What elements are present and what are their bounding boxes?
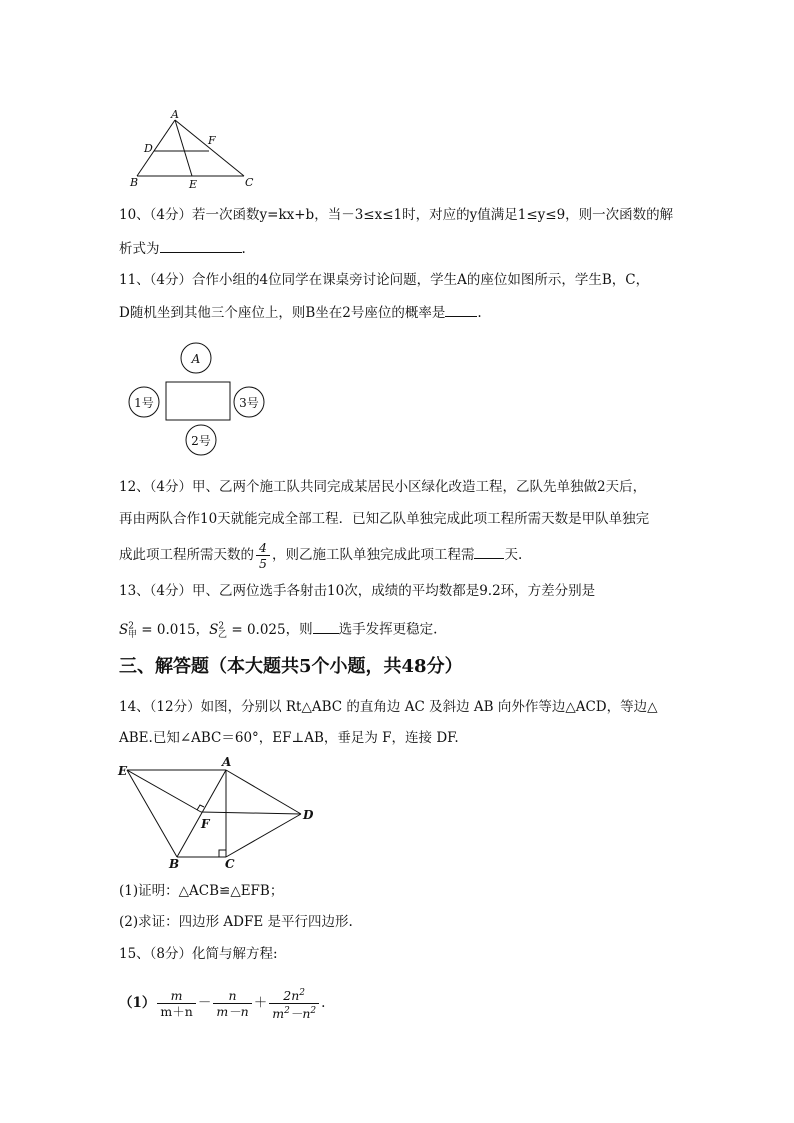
q13-line2: $S^2_甲 = 0.015$，$S^2_乙 = 0.025$，则 选手发挥更稳定. [119, 616, 437, 645]
fraction-2n2-over-m2-minus-n2 [269, 986, 319, 1021]
f1-numerator: m [157, 988, 195, 1004]
q14-part1: (1)证明：△ACB≌△EFB； [119, 883, 284, 899]
variance-a-sub: 甲 [127, 630, 137, 641]
segment-ab [177, 770, 226, 857]
label-a: A [171, 108, 179, 121]
right-angle-mark-f [197, 805, 204, 810]
q10-answer-blank [160, 238, 242, 253]
fraction-denominator: 5 [259, 556, 267, 571]
segment-ac [175, 120, 244, 176]
f3-denominator: $m^2-n^2$ [272, 1006, 317, 1022]
section-three-heading: 三、解答题（本大题共5个小题，共48分） [119, 656, 463, 677]
variance-a-value: = 0.015 [141, 621, 196, 638]
label-e: E [189, 178, 198, 191]
operator-plus: ＋ [253, 995, 268, 1012]
f2-denominator: m－n [216, 1004, 249, 1020]
f3-numerator: $2n^2$ [269, 986, 319, 1004]
seat-label-left: 1号 [134, 396, 154, 410]
q11-line2 [119, 302, 482, 323]
label-d: D [144, 142, 153, 155]
q11-line1: 11、（4分）合作小组的4位同学在课桌旁讨论问题，学生A的座位如图所示，学生B，C， [119, 272, 650, 288]
q11-line2-prefix: D随机坐到其他三个座位上，则B坐在2号座位的概率是 [119, 305, 446, 321]
q14-line1: 14、（12分）如图，分别以 Rt△ABC 的直角边 AC 及斜边 AB 向外作等边△ACD，等边△ [119, 699, 658, 715]
q14-line2: ABE.已知∠ABC＝60°，EF⊥AB，垂足为 F，连接 DF. [119, 730, 459, 746]
q15-item-label: （1） [119, 995, 156, 1012]
desk-rect [166, 382, 230, 420]
variance-b-sub: 乙 [218, 630, 228, 641]
segment-eb [127, 770, 177, 857]
q13-line1: 13、（4分）甲、乙两位选手各射击10次，成绩的平均数都是9.2环，方差分别是 [119, 583, 596, 599]
segment-ae [175, 120, 192, 176]
segment-ab [137, 120, 175, 176]
q10-line1: 10、（4分）若一次函数y=kx+b，当－3≤x≤1时，对应的y值满足1≤y≤9，则一次函数的解 [119, 207, 674, 223]
q12-line2: 再由两队合作10天就能完成全部工程．已知乙队单独完成此项工程所需天数是甲队单独完 [119, 511, 650, 527]
q11-line2-suffix: . [477, 305, 482, 321]
label-b: B [130, 176, 139, 189]
q11-answer-blank [445, 302, 477, 317]
label-f: F [201, 817, 210, 831]
segment-ad [226, 770, 301, 814]
label-a: A [222, 755, 232, 769]
variance-b-value: = 0.025 [231, 621, 286, 638]
seat-label-right: 3号 [239, 396, 259, 410]
q13-answer-blank [313, 619, 339, 634]
q12-answer-blank [474, 544, 504, 559]
quadrilateral-figure [115, 752, 325, 872]
q15-line1: 15、（8分）化简与解方程: [119, 946, 278, 962]
label-c: C [225, 857, 235, 871]
variance-a: $S^2_甲 = 0.015$ [119, 621, 196, 641]
seating-figure [122, 338, 272, 458]
triangle-figure [120, 104, 270, 194]
fraction-m-over-m-plus-n [157, 988, 195, 1019]
label-d: D [303, 808, 314, 822]
seat-label-top: A [191, 352, 201, 366]
right-angle-mark-c [219, 850, 226, 857]
q13-line2-suffix: 选手发挥更稳定. [338, 621, 438, 638]
segment-cd [226, 814, 301, 857]
f1-denominator: m＋n [160, 1004, 193, 1020]
seat-label-bottom: 2号 [191, 434, 211, 448]
segment-ef [127, 770, 201, 812]
expression-end: . [321, 995, 326, 1012]
label-f: F [208, 134, 216, 147]
q14-part2: (2)求证：四边形 ADFE 是平行四边形. [119, 914, 353, 930]
q13-line2-mid: ，则 [285, 621, 313, 638]
q12-line3 [119, 540, 522, 571]
q12-line3-suffix: 天. [504, 547, 523, 563]
q12-line3-mid: ，则乙施工队单独完成此项工程需 [271, 547, 475, 563]
q10-line2-prefix: 析式为 [119, 241, 160, 257]
q10-line2 [119, 238, 246, 259]
q12-line3-prefix: 成此项工程所需天数的 [119, 547, 254, 563]
fraction-four-fifths [256, 540, 270, 571]
q15-expression [119, 986, 325, 1021]
fraction-n-over-m-minus-n [213, 988, 251, 1019]
q12-line1: 12、（4分）甲、乙两个施工队共同完成某居民小区绿化改造工程，乙队先单独做2天后， [119, 479, 647, 495]
fraction-numerator: 4 [256, 540, 270, 556]
q10-line2-suffix: . [241, 241, 246, 257]
segment-fd [201, 812, 301, 814]
f2-numerator: n [213, 988, 251, 1004]
label-c: C [245, 176, 254, 189]
operator-minus: － [197, 995, 212, 1012]
label-e: E [118, 764, 128, 778]
variance-b: $S^2_乙 = 0.025$ [209, 621, 286, 641]
label-b: B [169, 857, 180, 871]
